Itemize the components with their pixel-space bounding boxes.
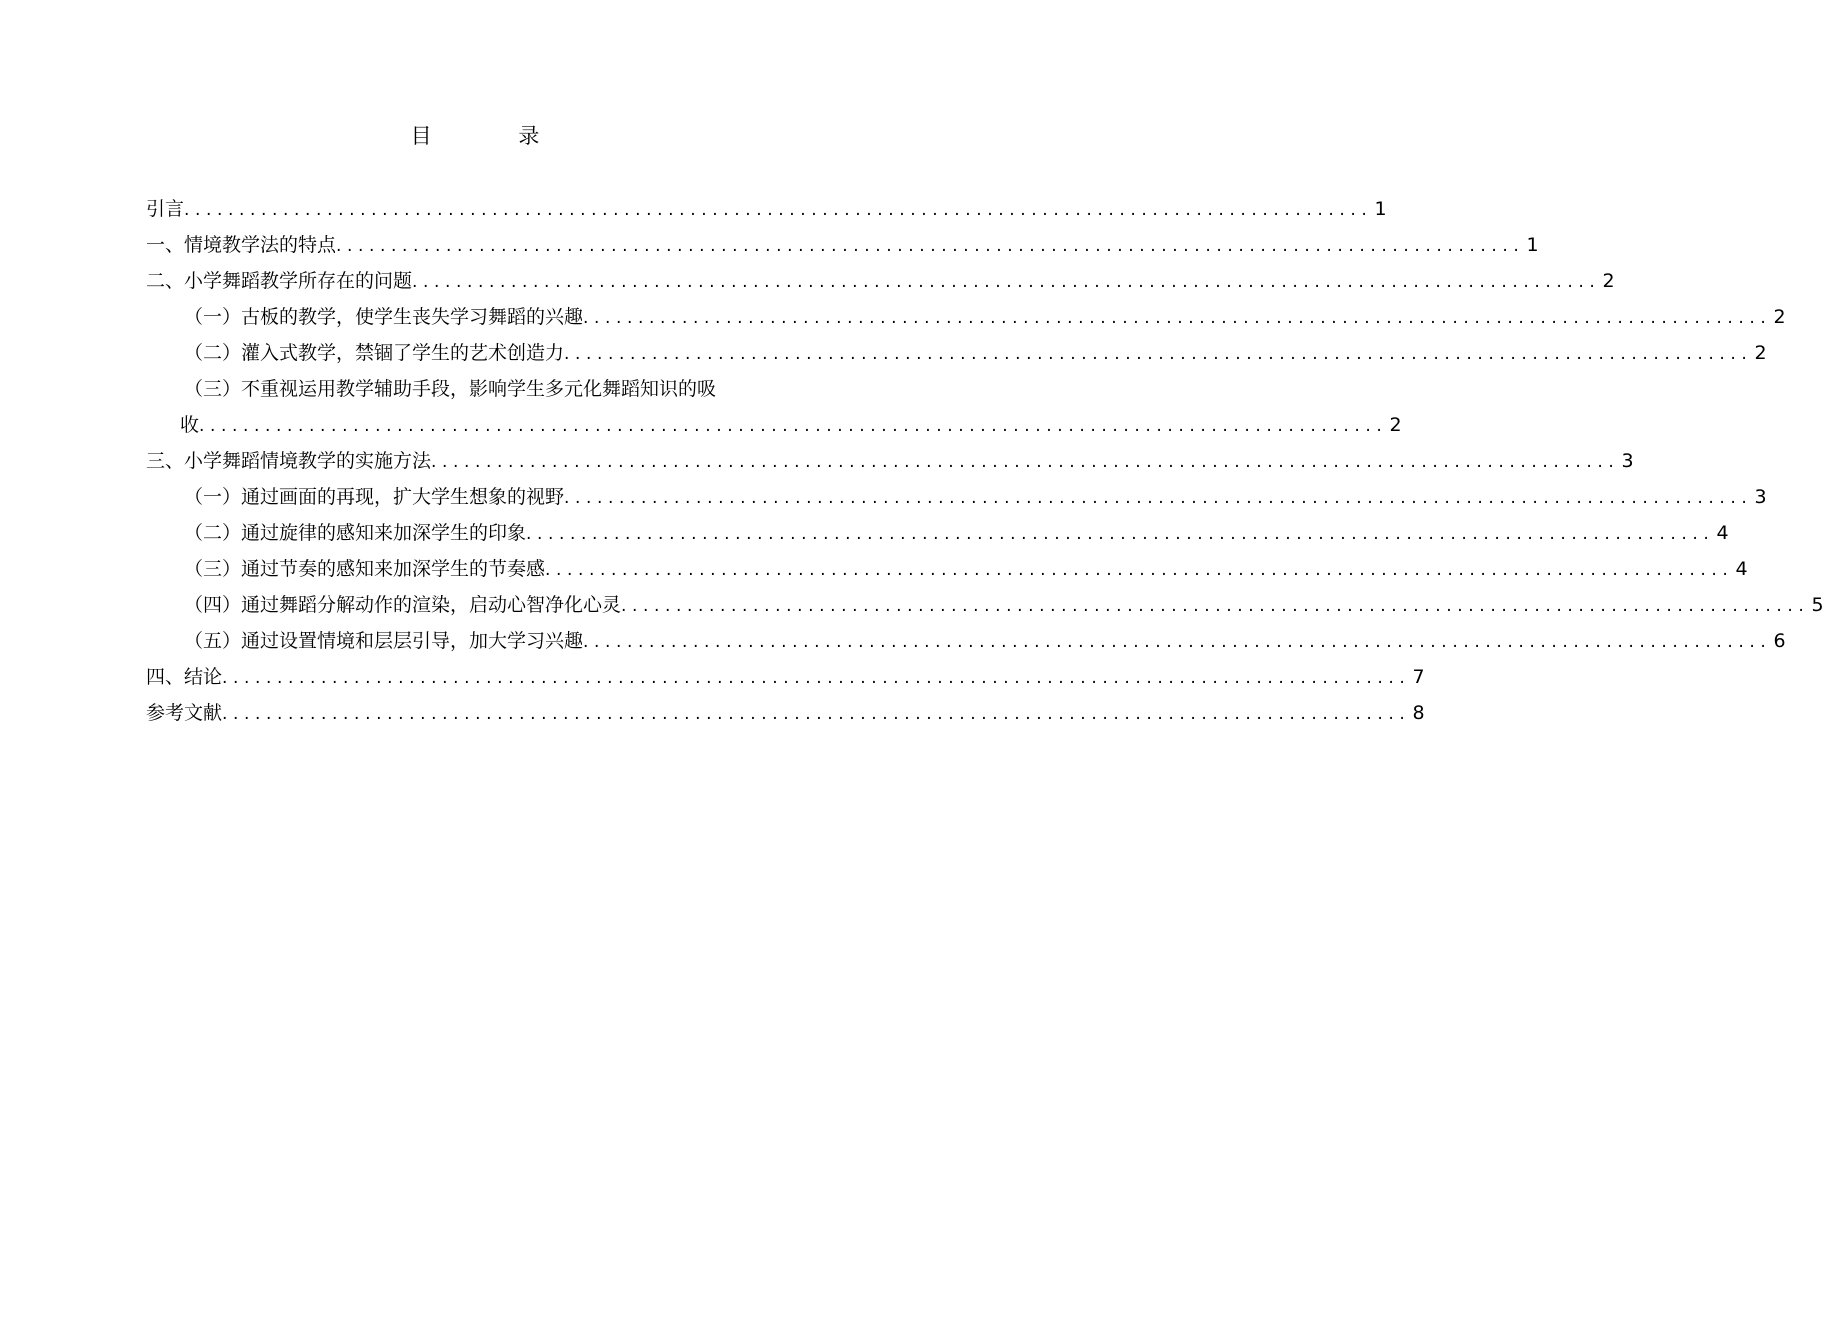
toc-entry-title: （二）灌入式教学，禁锢了学生的艺术创造力 — [184, 342, 565, 364]
toc-entry-page: 2 — [1389, 414, 1402, 436]
toc-entry-page: 6 — [1773, 630, 1786, 652]
dot-leader: ............................................................................................................ — [583, 632, 1772, 652]
dot-leader: ............................................................................................................ — [412, 272, 1601, 292]
toc-title: 目 录 — [410, 124, 580, 148]
toc-subentry-continuation[interactable] — [146, 407, 1402, 443]
toc-entry-title: 二、小学舞蹈教学所存在的问题 — [146, 270, 413, 292]
toc-entry[interactable] — [146, 263, 1615, 299]
dot-leader: ............................................................................................................ — [222, 668, 1411, 688]
toc-entry-title: （一）古板的教学，使学生丧失学习舞蹈的兴趣 — [184, 306, 584, 328]
dot-leader: ............................................................................................................ — [336, 236, 1525, 256]
toc-entry-page: 1 — [1374, 198, 1387, 220]
toc-entry-page: 2 — [1602, 270, 1615, 292]
toc-subentry[interactable] — [146, 515, 1729, 551]
toc-subentry[interactable] — [146, 587, 1824, 623]
toc-entry-page: 5 — [1811, 594, 1824, 616]
toc-entry-title: （二）通过旋律的感知来加深学生的印象 — [184, 522, 527, 544]
toc-entry-title: （一）通过画面的再现，扩大学生想象的视野 — [184, 486, 565, 508]
toc-subentry[interactable] — [146, 335, 1767, 371]
toc-entry[interactable] — [146, 191, 1387, 227]
toc-subentry[interactable] — [146, 479, 1767, 515]
toc-entry-page: 7 — [1412, 666, 1425, 688]
toc-entry-title: 三、小学舞蹈情境教学的实施方法 — [146, 450, 432, 472]
dot-leader: ............................................................................................................ — [184, 200, 1373, 220]
dot-leader: ............................................................................................................ — [583, 308, 1772, 328]
toc-entry-title: 四、结论 — [146, 666, 223, 688]
dot-leader: ............................................................................................................ — [564, 344, 1753, 364]
toc-entry-page: 4 — [1716, 522, 1729, 544]
toc-entry-title: 收 — [180, 414, 200, 436]
toc-entry-title: （五）通过设置情境和层层引导，加大学习兴趣 — [184, 630, 584, 652]
toc-entry-page: 2 — [1754, 342, 1767, 364]
toc-subentry-line1[interactable]: （三）不重视运用教学辅助手段，影响学生多元化舞蹈知识的吸 — [184, 378, 717, 400]
toc-subentry[interactable] — [146, 623, 1786, 659]
dot-leader: ............................................................................................................ — [431, 452, 1620, 472]
toc-entry-title: （四）通过舞蹈分解动作的渲染，启动心智净化心灵 — [184, 594, 622, 616]
toc-entry-title: 引言 — [146, 198, 185, 220]
dot-leader: ............................................................................................................ — [564, 488, 1753, 508]
toc-entry[interactable] — [146, 659, 1425, 695]
toc-entry-title: （三）通过节奏的感知来加深学生的节奏感 — [184, 558, 546, 580]
dot-leader: ............................................................................................................ — [222, 704, 1411, 724]
toc-entry-title: 参考文献 — [146, 702, 223, 724]
toc-entry[interactable] — [146, 695, 1425, 731]
toc-entry-page: 4 — [1735, 558, 1748, 580]
dot-leader: ............................................................................................................ — [526, 524, 1715, 544]
toc-entry-page: 8 — [1412, 702, 1425, 724]
toc-entry[interactable] — [146, 227, 1539, 263]
dot-leader: ............................................................................................................ — [199, 416, 1388, 436]
table-of-contents — [146, 191, 1824, 731]
dot-leader: ............................................................................................................ — [621, 596, 1810, 616]
dot-leader: ............................................................................................................ — [545, 560, 1734, 580]
toc-entry-page: 3 — [1621, 450, 1634, 472]
toc-entry-page: 1 — [1526, 234, 1539, 256]
toc-entry[interactable] — [146, 443, 1634, 479]
toc-entry-page: 2 — [1773, 306, 1786, 328]
toc-entry-title: 一、情境教学法的特点 — [146, 234, 337, 256]
toc-entry-page: 3 — [1754, 486, 1767, 508]
toc-subentry[interactable] — [146, 299, 1786, 335]
toc-subentry[interactable] — [146, 551, 1748, 587]
